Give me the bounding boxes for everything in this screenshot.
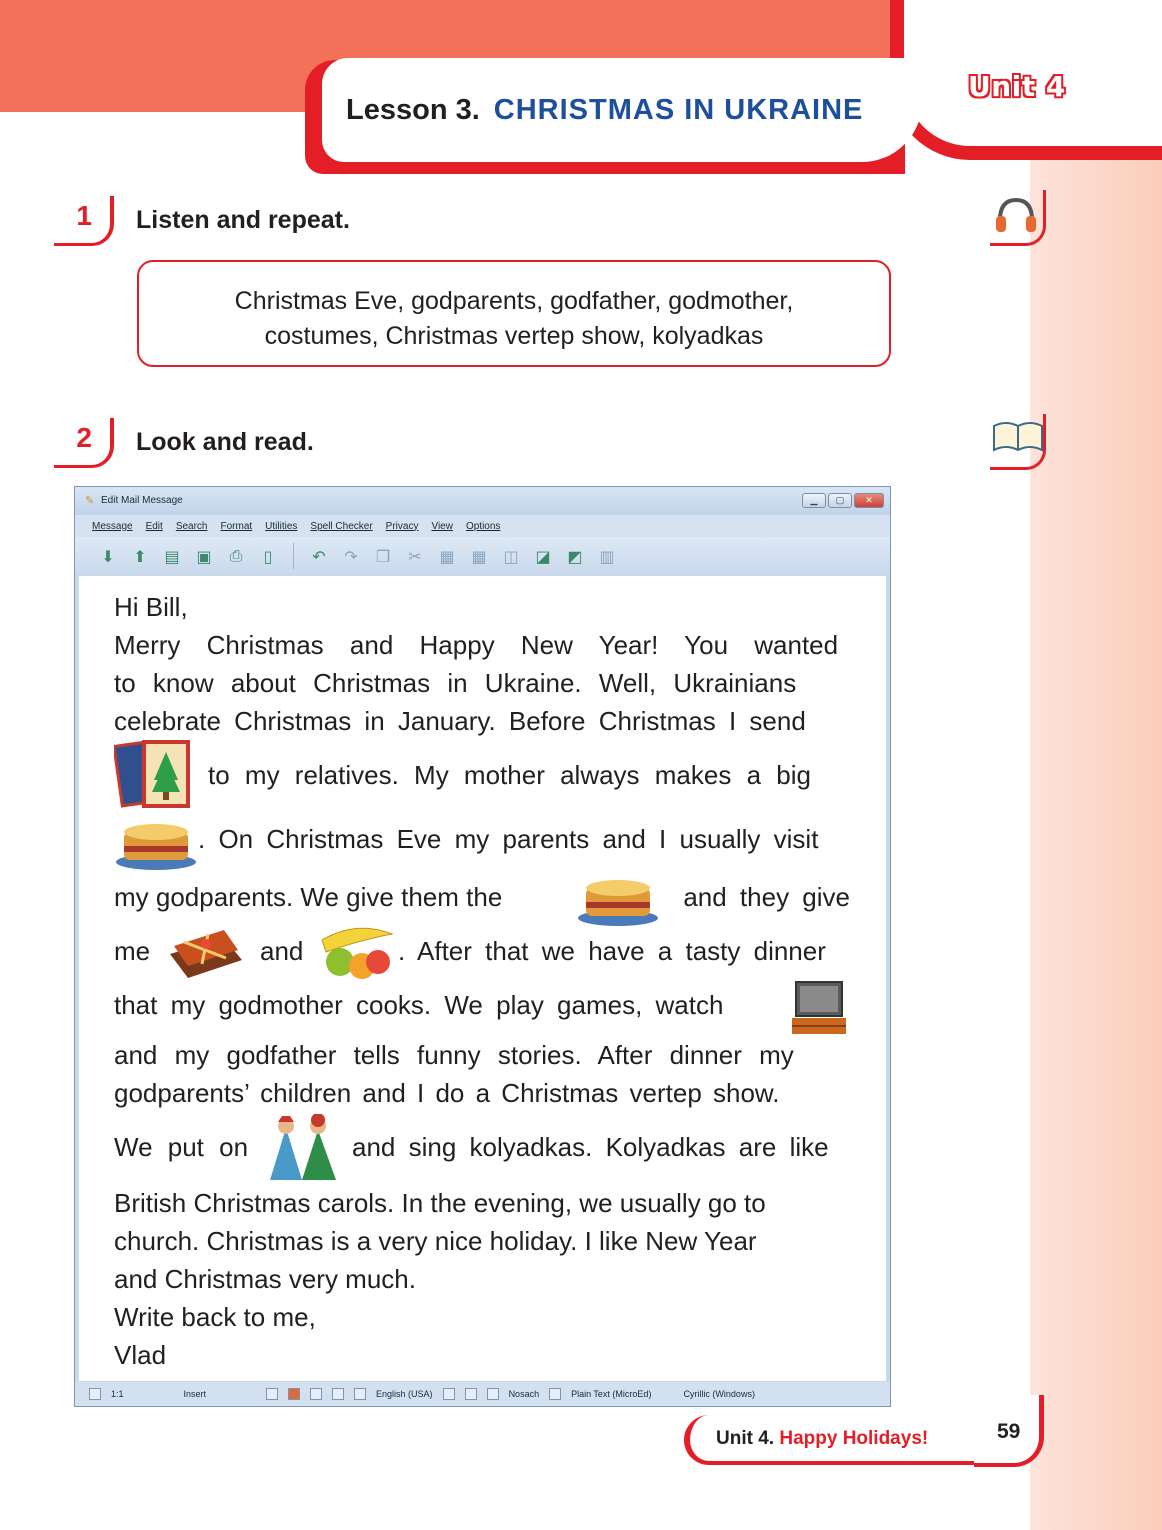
status-position: 1:1 bbox=[111, 1389, 124, 1399]
view-normal-icon[interactable] bbox=[266, 1388, 278, 1400]
toolbar-separator bbox=[293, 543, 294, 569]
toolbar bbox=[75, 537, 890, 575]
letter-line-6a: my godparents. We give them the bbox=[114, 882, 503, 912]
window-controls bbox=[802, 493, 884, 508]
paste-icon[interactable]: ▦ bbox=[439, 546, 455, 566]
menu-spell-checker[interactable]: Spell Checker bbox=[310, 520, 373, 532]
menu-privacy[interactable]: Privacy bbox=[385, 520, 419, 532]
letter-line-3: celebrate Christmas in January. Before Christmas I send bbox=[114, 706, 806, 736]
spell-check-icon[interactable]: ▥ bbox=[599, 546, 615, 566]
menu-format[interactable]: Format bbox=[220, 520, 253, 532]
tv-picture bbox=[790, 980, 848, 1042]
close-button[interactable]: ✕ bbox=[854, 493, 884, 508]
fruit-picture bbox=[316, 918, 400, 988]
costumes-picture bbox=[266, 1114, 340, 1186]
maximize-button[interactable]: ▢ bbox=[828, 493, 852, 508]
footer-unit-title bbox=[716, 1428, 928, 1450]
info-icon bbox=[549, 1388, 561, 1400]
status-user: Nosach bbox=[508, 1389, 540, 1399]
status-bar bbox=[75, 1382, 890, 1406]
footer-unit-name: Happy Holidays! bbox=[779, 1428, 929, 1449]
cake-picture bbox=[114, 818, 198, 876]
paste-special-icon[interactable]: ▦ bbox=[471, 546, 487, 566]
send-icon[interactable]: ⬆ bbox=[133, 546, 147, 566]
letter-line-11a: We put on bbox=[114, 1132, 249, 1162]
find-next-icon[interactable]: ◪ bbox=[535, 546, 551, 566]
vocabulary-line-2: costumes, Christmas vertep show, kolyadkas bbox=[264, 322, 764, 350]
menu-message[interactable]: Message bbox=[92, 520, 133, 532]
exercise-1-title: Listen and repeat. bbox=[136, 206, 350, 234]
right-margin-strip bbox=[1030, 0, 1162, 1530]
cake-gift-picture bbox=[576, 874, 660, 932]
letter-line-12: British Christmas carols. In the evening, we usually go to bbox=[114, 1188, 766, 1218]
letter-line-1: Merry Christmas and Happy New Year! You wanted bbox=[114, 630, 839, 660]
lesson-number: Lesson 3. bbox=[346, 94, 480, 126]
letter-closing: Write back to me, bbox=[114, 1302, 316, 1332]
delete-icon[interactable]: ▯ bbox=[263, 546, 273, 566]
window-titlebar bbox=[75, 487, 890, 515]
menu-edit[interactable]: Edit bbox=[145, 520, 163, 532]
exercise-1-number: 1 bbox=[54, 196, 114, 246]
open-book-icon bbox=[990, 414, 1046, 470]
letter-line-7a: me bbox=[114, 936, 151, 966]
view-html-icon[interactable] bbox=[288, 1388, 300, 1400]
spell-status-icon[interactable] bbox=[354, 1388, 366, 1400]
letter-line-11b: and sing kolyadkas. Kolyadkas are like bbox=[352, 1132, 829, 1162]
exercise-2-number: 2 bbox=[54, 418, 114, 468]
menu-search[interactable]: Search bbox=[175, 520, 208, 532]
menu-utilities[interactable]: Utilities bbox=[265, 520, 298, 532]
vocabulary-box bbox=[137, 260, 891, 367]
letter-line-13: church. Christmas is a very nice holiday. I like New Year bbox=[114, 1226, 757, 1256]
status-encoding: Cyrillic (Windows) bbox=[683, 1389, 755, 1399]
menu-options[interactable]: Options bbox=[465, 520, 501, 532]
letter-line-7c: . After that we have a tasty dinner bbox=[398, 936, 826, 966]
status-format: Plain Text (MicroEd) bbox=[571, 1389, 652, 1399]
letter-line-4: to my relatives. My mother always makes a big bbox=[208, 760, 811, 790]
vocabulary-line-1: Christmas Eve, godparents, godfather, godmother, bbox=[234, 287, 794, 315]
menu-bar bbox=[75, 515, 890, 537]
cut-icon[interactable]: ✂ bbox=[408, 546, 422, 566]
status-icon bbox=[89, 1388, 101, 1400]
letter-line-2: to know about Christmas in Ukraine. Well, Ukrainians bbox=[114, 668, 797, 698]
address-book-icon[interactable]: ▤ bbox=[164, 546, 180, 566]
letter-line-8: that my godmother cooks. We play games, watch bbox=[114, 990, 724, 1020]
minimize-button[interactable]: ▁ bbox=[802, 493, 826, 508]
copy-icon[interactable]: ❐ bbox=[375, 546, 391, 566]
status-mode: Insert bbox=[183, 1389, 207, 1399]
sweets-box-picture bbox=[164, 920, 246, 990]
view-list-icon[interactable] bbox=[310, 1388, 322, 1400]
window-title: Edit Mail Message bbox=[101, 495, 183, 506]
letter-line-14: and Christmas very much. bbox=[114, 1264, 416, 1294]
lesson-title bbox=[346, 94, 863, 127]
letter-line-7b: and bbox=[260, 936, 304, 966]
undo-icon[interactable]: ↶ bbox=[312, 546, 326, 566]
lesson-name: CHRISTMAS IN UKRAINE bbox=[493, 94, 864, 126]
letter-line-5: . On Christmas Eve my parents and I usually visit bbox=[198, 824, 819, 854]
replace-icon[interactable]: ◩ bbox=[567, 546, 583, 566]
letter-line-10: godparents’ children and I do a Christmas vertep show. bbox=[114, 1078, 780, 1108]
letter-line-9: and my godfather tells funny stories. After dinner my bbox=[114, 1040, 794, 1070]
unit-badge: Unit 4 bbox=[968, 70, 1066, 103]
find-icon[interactable]: ◫ bbox=[503, 546, 519, 566]
footer-unit: Unit 4. bbox=[716, 1428, 775, 1449]
status-language: English (USA) bbox=[376, 1389, 433, 1399]
view-table-icon[interactable] bbox=[332, 1388, 344, 1400]
letter-line-6b: and they give bbox=[683, 882, 850, 912]
exercise-2-title: Look and read. bbox=[136, 428, 314, 456]
print-icon[interactable]: ⎙ bbox=[229, 546, 243, 565]
network-icon bbox=[443, 1388, 455, 1400]
mail-app-icon: ✎ bbox=[85, 495, 95, 507]
redo-icon[interactable]: ↷ bbox=[344, 546, 358, 566]
page-number: 59 bbox=[997, 1420, 1021, 1443]
security-icon bbox=[465, 1388, 477, 1400]
christmas-cards-picture bbox=[114, 740, 194, 814]
headphones-icon bbox=[990, 190, 1046, 246]
send-receive-icon[interactable]: ⬇ bbox=[101, 546, 115, 566]
menu-view[interactable]: View bbox=[431, 520, 453, 532]
letter-greeting: Hi Bill, bbox=[114, 592, 188, 622]
attach-icon[interactable]: ▣ bbox=[196, 546, 212, 566]
letter-signature: Vlad bbox=[114, 1340, 167, 1370]
user-icon bbox=[487, 1388, 499, 1400]
